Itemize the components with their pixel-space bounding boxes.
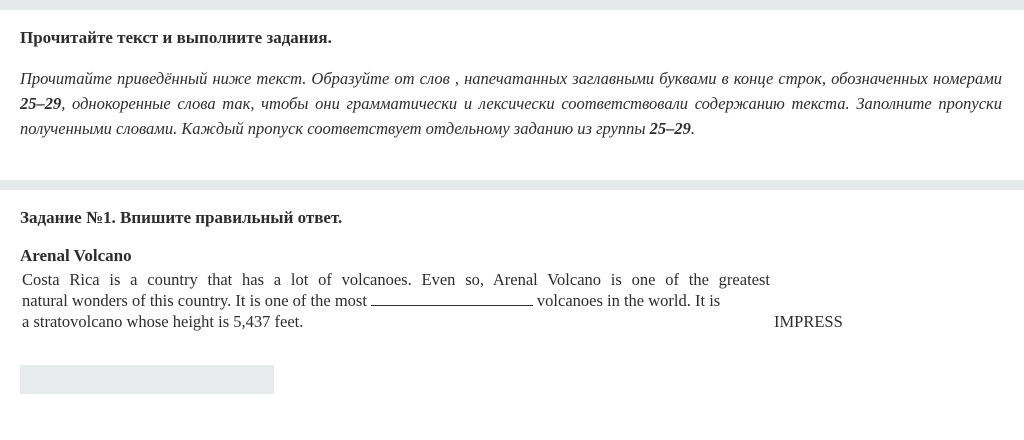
passage-line-3: a stratovolcano whose height is 5,437 feet. [22, 312, 304, 331]
passage-line-2-after-blank: volcanoes in the world. It is [536, 291, 721, 310]
passage [22, 269, 770, 332]
instructions-text-part1: Прочитайте приведённый ниже текст. Образуйте от слов , напечатанных заглавными буквами в конце строк, обозначенных номерами [20, 69, 1002, 88]
instructions-panel [0, 10, 1024, 180]
instructions-text-part2: , однокоренные слова так, чтобы они грамматически и лексически соответствовали содержанию текста. Заполните пропуски полученными словами. Каждый пропуск соответствует отдельному заданию из группы [20, 94, 1002, 138]
instructions-heading: Прочитайте текст и выполните задания. [20, 28, 332, 47]
task-panel [0, 190, 1024, 440]
keyword-impress: IMPRESS [774, 312, 843, 331]
passage-line-2-before-blank: natural wonders of this country. It is one of the most [22, 291, 367, 310]
instructions-text [20, 66, 1002, 141]
text-title: Arenal Volcano [20, 246, 132, 265]
passage-line-1: Costa Rica is a country that has a lot of volcanoes. Even so, Arenal Volcano is one of the greatest [22, 270, 770, 289]
gap-blank [371, 290, 533, 306]
instructions-range-2: 25–29 [649, 119, 691, 138]
answer-input[interactable] [20, 365, 274, 394]
instructions-range-1: 25–29 [20, 94, 62, 113]
passage-line-2 [22, 290, 770, 311]
instructions-text-part3: . [690, 119, 696, 138]
task-heading: Задание №1. Впишите правильный ответ. [20, 208, 343, 227]
